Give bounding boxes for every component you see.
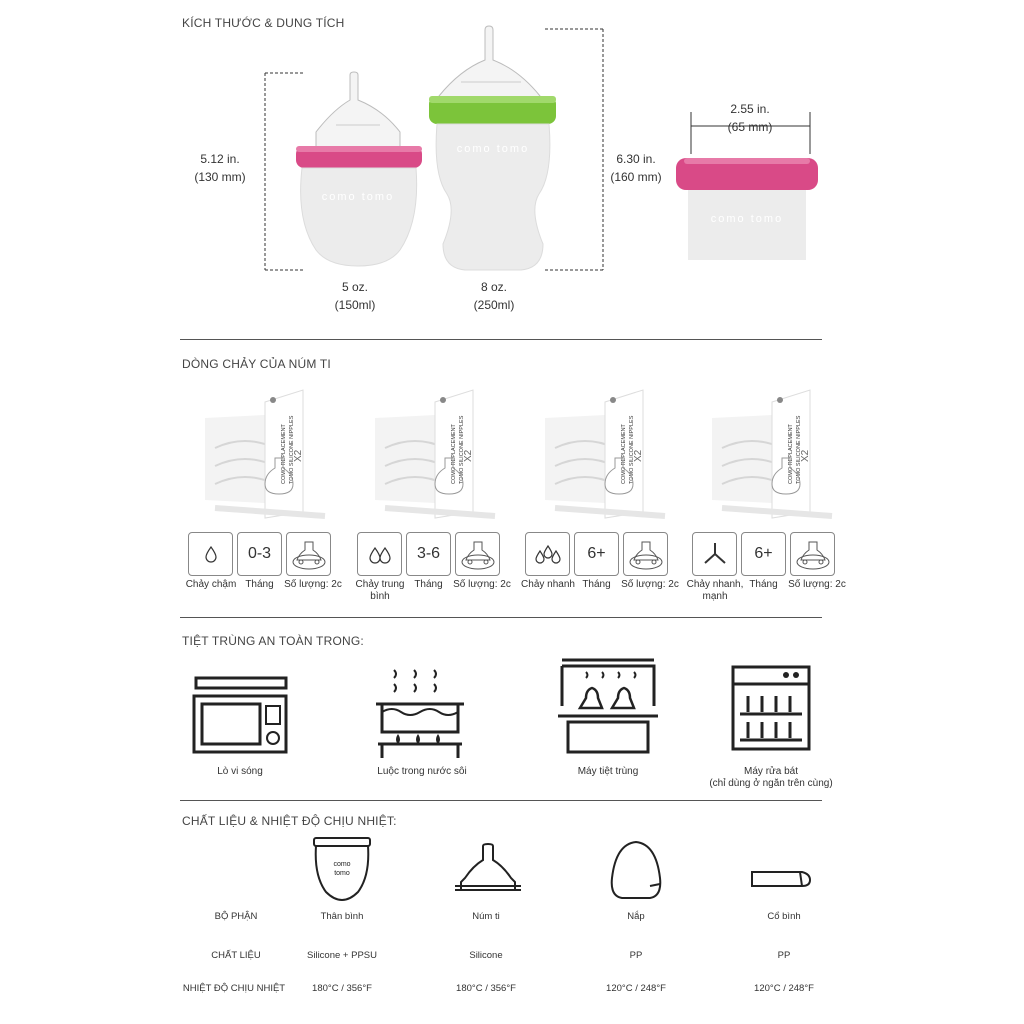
sterilize-label-dishwasher [700,766,842,790]
small-height-mm: (130 mm) [194,170,246,184]
collar-icon [748,866,814,892]
small-capacity-ml: (150ml) [334,298,376,312]
microwave-icon [190,676,290,756]
nipple-package-image [712,388,842,522]
flow-age-box: 0-3 [237,532,282,576]
bottle-collar-image [674,152,820,260]
nipple-icon [289,536,329,572]
svg-text:tomo: tomo [334,870,350,877]
temp-nipple: 180°C / 356°F [456,983,516,994]
flow-speed-box [692,532,737,576]
package-label-line1: COMO REPLACEMENT [281,424,287,484]
package-count: X2 [463,449,474,462]
large-height-label [606,150,666,186]
package-label-line1: COMO REPLACEMENT [621,424,627,484]
row-label-part: BỘ PHẬN [214,911,258,922]
single-drop-icon [196,539,226,569]
section-title-size: KÍCH THƯỚC & DUNG TÍCH [182,16,345,30]
material-collar: PP [777,950,791,961]
sterilize-label-sterilizer: Máy tiệt trùng [577,766,639,777]
flow-speed-box [188,532,233,576]
part-body: Thân bình [320,911,364,922]
flow-age-box: 6+ [574,532,619,576]
part-collar: Cổ bình [767,911,801,922]
flow-age-label: Tháng [414,579,443,590]
flow-speed-label: Chảy trung bình [355,579,405,602]
package-label-line2: TOMO SILICONE NIPPLES [289,415,295,484]
package-label-line2: TOMO SILICONE NIPPLES [629,415,635,484]
nipple-package-image [375,388,505,522]
flow-qty-label: Số lượng: 2c [788,579,846,590]
width-dimension-line [688,110,814,156]
flow-speed-box [357,532,402,576]
width-mm: (65 mm) [727,120,773,134]
package-label-line1: COMO REPLACEMENT [451,424,457,484]
small-height-label [190,150,250,186]
large-bottle-brand: como tomo [456,143,530,155]
dishwasher-icon [730,664,812,752]
large-bottle-image [425,24,560,274]
nipple-icon [458,536,498,572]
y-cut-icon [700,539,730,569]
triple-drop-icon [531,539,565,569]
package-count: X2 [800,449,811,462]
package-count: X2 [293,449,304,462]
flow-nipple-box [455,532,500,576]
nipple-package-image [545,388,675,522]
small-capacity-oz: 5 oz. [341,280,368,294]
large-height-in: 6.30 in. [616,152,656,166]
svg-text:como: como [333,861,351,868]
nipple-package-image [205,388,335,522]
small-capacity-label [325,278,385,314]
sterilize-label-microwave: Lò vi sóng [217,766,263,777]
flow-speed-box [525,532,570,576]
divider-3 [180,800,822,801]
nipple-icon [793,536,833,572]
nipple-icon [453,842,523,896]
package-label-line2: TOMO SILICONE NIPPLES [796,415,802,484]
collar-brand: como tomo [710,213,784,225]
small-bottle-brand: como tomo [321,191,395,203]
small-height-in: 5.12 in. [200,152,240,166]
section-title-flow: DÒNG CHẢY CỦA NÚM TI [182,357,331,371]
dishwasher-note: (chỉ dùng ở ngăn trên cùng) [709,778,833,789]
material-nipple: Silicone [469,950,503,961]
package-count: X2 [633,449,644,462]
flow-speed-label: Chảy chậm [185,579,237,590]
small-bottle-image [288,70,428,275]
flow-nipple-box [623,532,668,576]
width-in: 2.55 in. [730,102,770,116]
flow-qty-label: Số lượng: 2c [284,579,342,590]
flow-speed-label: Chảy nhanh, mạnh [686,579,744,602]
nipple-icon [626,536,666,572]
temp-body: 180°C / 356°F [312,983,372,994]
flow-qty-label: Số lượng: 2c [621,579,679,590]
part-cap: Nắp [627,911,645,922]
large-capacity-label [464,278,524,314]
section-title-material: CHẤT LIỆU & NHIỆT ĐỘ CHỊU NHIỆT: [182,814,397,828]
flow-speed-label: Chảy nhanh [521,579,575,590]
material-cap: PP [629,950,643,961]
divider-1 [180,339,822,340]
flow-age-label: Tháng [749,579,778,590]
flow-age-label: Tháng [582,579,611,590]
part-nipple: Núm ti [472,911,500,922]
sterilize-label-boil: Luộc trong nước sôi [377,766,467,777]
package-label-line2: TOMO SILICONE NIPPLES [459,415,465,484]
flow-age-box: 3-6 [406,532,451,576]
row-label-temp: NHIỆT ĐỘ CHỊU NHIỆT [182,983,286,994]
large-capacity-oz: 8 oz. [480,280,507,294]
sterilizer-icon [558,658,658,756]
flow-nipple-box [790,532,835,576]
divider-2 [180,617,822,618]
section-title-sterilize: TIỆT TRÙNG AN TOÀN TRONG: [182,634,364,648]
double-drop-icon [365,539,395,569]
temp-collar: 120°C / 248°F [754,983,814,994]
bottle-body-icon [310,836,374,902]
flow-nipple-box [286,532,331,576]
large-height-mm: (160 mm) [610,170,662,184]
material-body: Silicone + PPSU [307,950,377,961]
cap-icon [604,838,668,902]
temp-cap: 120°C / 248°F [606,983,666,994]
boiling-pot-icon [370,668,470,762]
flow-age-box: 6+ [741,532,786,576]
flow-age-label: Tháng [245,579,274,590]
flow-qty-label: Số lượng: 2c [453,579,511,590]
package-label-line1: COMO REPLACEMENT [788,424,794,484]
dishwasher-label: Máy rửa bát [744,766,798,777]
large-capacity-ml: (250ml) [473,298,515,312]
row-label-material: CHẤT LIỆU [211,950,261,961]
